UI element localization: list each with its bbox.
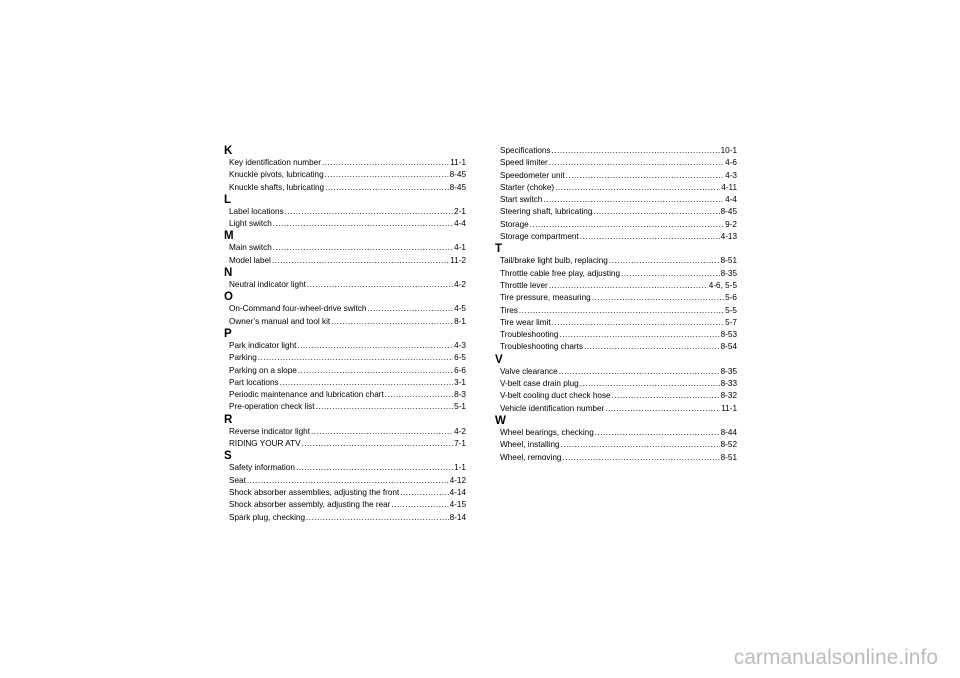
entry-text: Model label <box>229 255 271 265</box>
dot-leader <box>385 389 453 401</box>
dot-leader <box>519 305 724 317</box>
entry-text: Owner’s manual and tool kit <box>229 316 331 326</box>
entry-text: Valve clearance <box>500 366 558 376</box>
index-entry <box>495 182 737 194</box>
entry-text: Throttle lever <box>500 280 548 290</box>
dot-leader <box>325 182 448 194</box>
index-entry <box>495 231 737 243</box>
index-entry <box>495 403 737 415</box>
entry-page: 8-35 <box>720 366 737 376</box>
dot-leader <box>322 157 449 169</box>
index-entry <box>224 182 466 194</box>
index-entry <box>495 280 737 292</box>
dot-leader <box>302 438 454 450</box>
entry-text: Label locations <box>229 206 284 216</box>
entry-page: 4-4 <box>725 195 737 205</box>
dot-leader <box>543 194 724 206</box>
entry-text: Pre-operation check list <box>229 402 315 412</box>
index-entry <box>224 426 466 438</box>
entry-page: 8-45 <box>720 207 737 217</box>
index-section <box>224 194 466 231</box>
index-entry <box>495 145 737 157</box>
entry-text: Parking on a slope <box>229 365 297 375</box>
index-section <box>224 328 466 414</box>
dot-leader <box>280 377 454 389</box>
dot-leader <box>316 401 454 413</box>
entry-page: 4-14 <box>449 487 466 497</box>
entry-text: Seat <box>229 475 246 485</box>
watermark: carmanualsonline.info <box>733 646 938 669</box>
entry-page: 8-33 <box>720 379 737 389</box>
index-entry <box>495 366 737 378</box>
entry-page: 11-1 <box>450 158 466 167</box>
entry-text: Key identification number <box>229 158 321 167</box>
index-entry <box>224 279 466 291</box>
dot-leader <box>555 182 720 194</box>
index-entry <box>224 487 466 499</box>
entry-text: Tail/brake light bulb, replacing <box>500 256 608 266</box>
dot-leader <box>595 427 720 439</box>
dot-leader <box>306 512 449 524</box>
dot-leader <box>391 499 448 511</box>
index-entry <box>495 219 737 231</box>
index-section <box>224 414 466 451</box>
entry-page: 9-2 <box>725 219 737 229</box>
entry-text: Storage <box>500 219 529 229</box>
dot-leader <box>562 452 719 464</box>
index-section <box>224 145 466 194</box>
index-entry <box>495 329 737 341</box>
entry-text: Tire wear limit <box>500 317 551 327</box>
entry-text: Light switch <box>229 219 272 229</box>
entry-text: Safety information <box>229 463 295 473</box>
entry-page: 4-4 <box>454 219 466 229</box>
section-letter: R <box>224 413 233 426</box>
entry-text: RIDING YOUR ATV <box>229 439 301 449</box>
section-letter: N <box>224 267 233 280</box>
dot-leader <box>612 390 720 402</box>
dot-leader <box>609 255 720 267</box>
dot-leader <box>621 268 720 280</box>
index-entry <box>224 512 466 524</box>
section-letter: P <box>224 327 232 340</box>
entry-page: 5-5 <box>725 305 737 315</box>
entry-page: 7-1 <box>454 439 466 449</box>
dot-leader <box>311 426 453 438</box>
dot-leader <box>297 340 453 352</box>
entry-text: On-Command four-wheel-drive switch <box>229 304 367 314</box>
index-entry <box>495 427 737 439</box>
index-entry <box>224 365 466 377</box>
index-column-left <box>224 145 466 524</box>
entry-page: 6-5 <box>454 353 466 363</box>
entry-page: 11-2 <box>450 255 466 265</box>
entry-page: 2-1 <box>454 206 466 216</box>
index-entry <box>495 157 737 169</box>
entry-page: 8-51 <box>720 256 737 266</box>
index-entry <box>224 206 466 218</box>
index-entry <box>224 352 466 364</box>
entry-text: Wheel, installing <box>500 440 560 450</box>
index-entry <box>495 292 737 304</box>
entry-page: 4-13 <box>720 232 737 242</box>
entry-page: 4-11 <box>721 182 737 192</box>
entry-page: 4-6, 5-5 <box>708 280 737 290</box>
entry-page: 8-54 <box>720 342 737 352</box>
entry-text: Periodic maintenance and lubrication chart <box>229 390 384 400</box>
section-letter: T <box>495 243 503 256</box>
dot-leader <box>580 378 720 390</box>
entry-text: V-belt cooling duct check hose <box>500 391 611 401</box>
entry-text: Speed limiter <box>500 158 548 168</box>
dot-leader <box>605 403 720 415</box>
dot-leader <box>367 303 453 315</box>
entry-text: Wheel, removing <box>500 452 562 462</box>
index-entry <box>495 390 737 402</box>
section-letter: V <box>495 353 503 366</box>
index-entry <box>495 341 737 353</box>
entry-page: 4-3 <box>725 170 737 180</box>
dot-leader <box>273 218 453 230</box>
entry-page: 4-12 <box>449 475 466 485</box>
entry-text: Spark plug, checking <box>229 512 306 522</box>
index-section <box>224 291 466 328</box>
dot-leader <box>549 157 724 169</box>
entry-text: Troubleshooting <box>500 330 559 340</box>
entry-page: 5-6 <box>725 293 737 303</box>
dot-leader <box>580 231 720 243</box>
entry-page: 11-1 <box>721 403 737 413</box>
index-entry <box>495 194 737 206</box>
dot-leader <box>307 279 453 291</box>
index-entry <box>224 401 466 413</box>
section-letter: S <box>224 450 232 463</box>
entry-text: Vehicle identification number <box>500 403 605 413</box>
entry-page: 8-45 <box>449 182 466 192</box>
index-entry <box>224 169 466 181</box>
index-section <box>224 267 466 291</box>
entry-text: Park indicator light <box>229 340 297 350</box>
dot-leader <box>273 242 453 254</box>
index-entry <box>224 303 466 315</box>
dot-leader <box>530 219 724 231</box>
index-entry <box>224 316 466 328</box>
index-entry <box>224 462 466 474</box>
dot-leader <box>400 487 448 499</box>
entry-page: 8-14 <box>449 512 466 522</box>
entry-text: Parking <box>229 353 257 363</box>
entry-text: Part locations <box>229 377 279 387</box>
dot-leader <box>549 280 708 292</box>
entry-page: 4-2 <box>454 280 466 290</box>
entry-text: Knuckle shafts, lubricating <box>229 182 325 192</box>
entry-page: 8-52 <box>720 440 737 450</box>
entry-page: 8-51 <box>720 452 737 462</box>
index-entry <box>495 170 737 182</box>
entry-text: Throttle cable free play, adjusting <box>500 268 620 278</box>
index-section <box>495 243 737 353</box>
entry-page: 8-44 <box>720 427 737 437</box>
dot-leader <box>272 255 449 267</box>
index-entry <box>224 377 466 389</box>
entry-text: Specifications <box>500 146 551 155</box>
index-section <box>495 415 737 464</box>
entry-page: 8-53 <box>720 330 737 340</box>
entry-text: Wheel bearings, checking <box>500 427 594 437</box>
entry-text: Troubleshooting charts <box>500 342 583 352</box>
entry-text: Main switch <box>229 243 272 253</box>
entry-page: 5-1 <box>454 402 466 412</box>
section-letter: M <box>224 230 234 243</box>
dot-leader <box>566 170 725 182</box>
section-letter: O <box>224 291 233 304</box>
section-letter: W <box>495 414 506 427</box>
index-entry <box>495 255 737 267</box>
index-section <box>495 354 737 415</box>
entry-text: Neutral indicator light <box>229 280 306 290</box>
index-entry <box>224 475 466 487</box>
entry-text: Storage compartment <box>500 232 579 242</box>
index-entry <box>224 438 466 450</box>
dot-leader <box>325 169 449 181</box>
entry-page: 1-1 <box>454 463 466 473</box>
index-entry <box>224 340 466 352</box>
entry-text: V-belt case drain plug <box>500 379 579 389</box>
dot-leader <box>584 341 720 353</box>
index-entry <box>224 157 466 169</box>
entry-page: 8-1 <box>454 316 466 326</box>
index-section <box>224 230 466 267</box>
entry-page: 10-1 <box>720 146 737 155</box>
dot-leader <box>552 145 720 157</box>
dot-leader <box>247 475 449 487</box>
entry-page: 4-2 <box>454 426 466 436</box>
entry-text: Starter (choke) <box>500 182 555 192</box>
entry-page: 8-32 <box>720 391 737 401</box>
section-letter: K <box>224 145 233 157</box>
entry-page: 8-45 <box>449 170 466 180</box>
index-entry <box>224 218 466 230</box>
index-entry <box>495 268 737 280</box>
index-entry <box>495 378 737 390</box>
entry-text: Shock absorber assembly, adjusting the rear <box>229 500 391 510</box>
dot-leader <box>258 352 453 364</box>
index-entry <box>495 206 737 218</box>
index-entry <box>224 242 466 254</box>
entry-page: 4-15 <box>449 500 466 510</box>
index-entry <box>224 389 466 401</box>
entry-page: 8-35 <box>720 268 737 278</box>
dot-leader <box>592 292 724 304</box>
entry-text: Start switch <box>500 195 543 205</box>
index-entry <box>495 439 737 451</box>
index-entry <box>495 305 737 317</box>
entry-page: 4-6 <box>725 158 737 168</box>
entry-text: Tire pressure, measuring <box>500 293 591 303</box>
entry-page: 6-6 <box>454 365 466 375</box>
index-column-right <box>495 145 737 464</box>
entry-text: Tires <box>500 305 518 315</box>
dot-leader <box>552 317 725 329</box>
entry-page: 4-3 <box>454 340 466 350</box>
entry-text: Shock absorber assemblies, adjusting the front <box>229 487 400 497</box>
entry-page: 3-1 <box>454 377 466 387</box>
index-entry <box>224 499 466 511</box>
index-entry <box>224 255 466 267</box>
dot-leader <box>285 206 454 218</box>
section-letter: L <box>224 193 232 206</box>
entry-text: Steering shaft, lubricating <box>500 207 593 217</box>
index-section <box>224 450 466 523</box>
index-entry <box>495 452 737 464</box>
entry-text: Reverse indicator light <box>229 426 311 436</box>
index-section <box>495 145 737 243</box>
dot-leader <box>331 316 453 328</box>
dot-leader <box>561 439 720 451</box>
dot-leader <box>296 462 453 474</box>
entry-page: 8-3 <box>454 390 466 400</box>
dot-leader <box>298 365 453 377</box>
entry-text: Speedometer unit <box>500 170 565 180</box>
entry-text: Knuckle pivots, lubricating <box>229 170 324 180</box>
dot-leader <box>593 206 719 218</box>
dot-leader <box>559 366 720 378</box>
entry-page: 5-7 <box>725 317 737 327</box>
index-entry <box>495 317 737 329</box>
entry-page: 4-5 <box>454 304 466 314</box>
dot-leader <box>559 329 719 341</box>
entry-page: 4-1 <box>454 243 466 253</box>
